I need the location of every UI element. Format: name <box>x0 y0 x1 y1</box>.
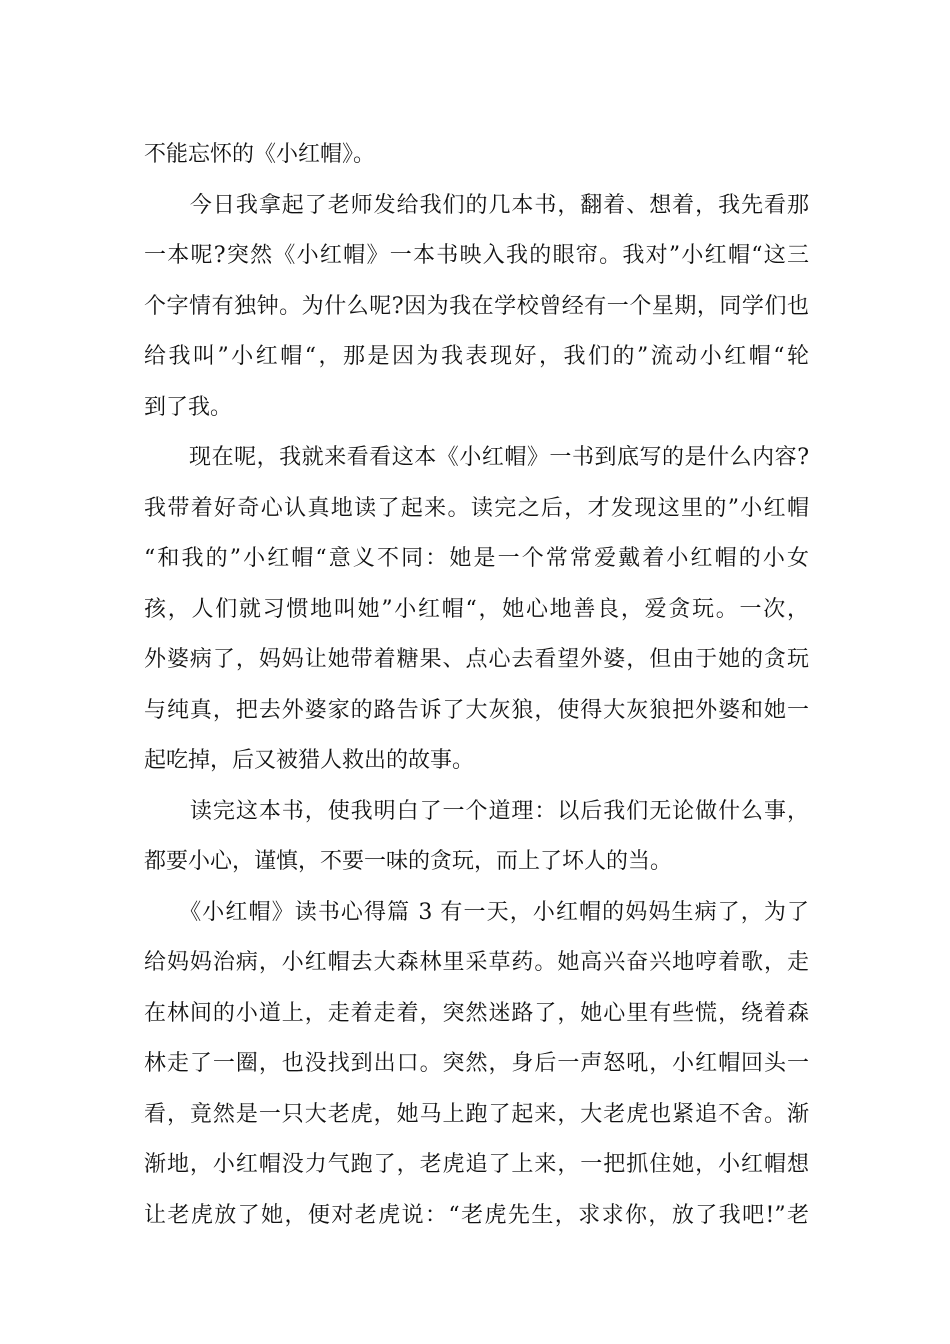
text-line: 我带着好奇心认真地读了起来。读完之后，才发现这里的”小红帽 <box>144 495 809 521</box>
text-line: 看，竟然是一只大老虎，她马上跑了起来，大老虎也紧追不舍。渐 <box>144 1101 809 1127</box>
text-line: 现在呢，我就来看看这本《小红帽》一书到底写的是什么内容? <box>144 445 809 470</box>
text-line: 今日我拿起了老师发给我们的几本书，翻着、想着，我先看那 <box>144 192 809 218</box>
text-line: 给我叫”小红帽“，那是因为我表现好，我们的”流动小红帽“轮 <box>144 344 809 369</box>
text-line: 《小红帽》读书心得篇 3 有一天，小红帽的妈妈生病了，为了 <box>144 899 809 925</box>
text-line: 给妈妈治病，小红帽去大森林里采草药。她高兴奋兴地哼着歌，走 <box>144 950 809 975</box>
text-line: 与纯真，把去外婆家的路告诉了大灰狼，使得大灰狼把外婆和她一 <box>144 697 809 723</box>
text-line: 不能忘怀的《小红帽》。 <box>144 142 376 167</box>
text-line: 起吃掉，后又被猎人救出的故事。 <box>144 748 475 773</box>
text-line: 在林间的小道上，走着走着，突然迷路了，她心里有些慌，绕着森 <box>144 1000 809 1026</box>
text-line: 让老虎放了她，便对老虎说：“老虎先生，求求你，放了我吧!”老 <box>144 1202 809 1228</box>
text-line: 外婆病了，妈妈让她带着糖果、点心去看望外婆，但由于她的贪玩 <box>144 647 809 672</box>
text-line: 到了我。 <box>144 394 233 420</box>
text-line: “和我的”小红帽“意义不同：她是一个常常爱戴着小红帽的小女 <box>144 546 809 571</box>
text-line: 渐地，小红帽没力气跑了，老虎追了上来，一把抓住她，小红帽想 <box>144 1152 809 1177</box>
document-body <box>144 130 809 1241</box>
text-line: 孩，人们就习惯地叫她”小红帽“，她心地善良，爱贪玩。一次， <box>144 596 809 622</box>
text-line: 林走了一圈，也没找到出口。突然，身后一声怒吼，小红帽回头一 <box>144 1051 809 1076</box>
text-line: 都要小心，谨慎，不要一味的贪玩，而上了坏人的当。 <box>144 849 673 874</box>
text-line: 读完这本书，使我明白了一个道理：以后我们无论做什么事， <box>144 798 809 824</box>
text-line: 一本呢?突然《小红帽》一本书映入我的眼帘。我对”小红帽“这三 <box>144 243 809 268</box>
text-line: 个字情有独钟。为什么呢?因为我在学校曾经有一个星期，同学们也 <box>144 293 809 319</box>
